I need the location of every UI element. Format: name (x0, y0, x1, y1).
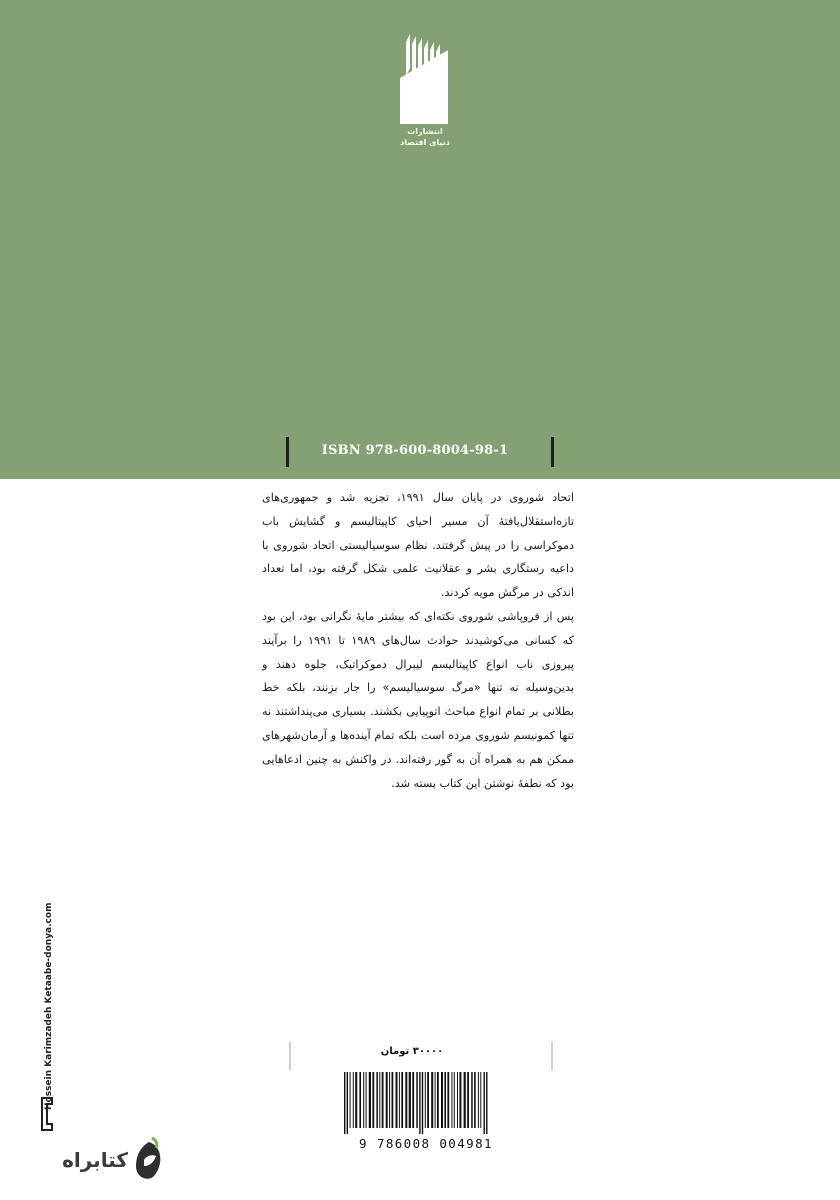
barcode-bar (451, 1072, 452, 1128)
watermark-text: کتابراه (62, 1148, 128, 1172)
barcode-bar (386, 1072, 388, 1128)
isbn: ISBN 978-600-8004-98-1 (321, 443, 509, 458)
barcode-bar (369, 1072, 371, 1128)
barcode-bar (486, 1072, 487, 1134)
barcode-bar (392, 1072, 394, 1128)
barcode-bar (416, 1072, 418, 1128)
ketabrah-leaf-icon (132, 1136, 166, 1182)
barcode-bar (464, 1072, 466, 1128)
barcode-bar (457, 1072, 458, 1128)
blurb-paragraph-1: اتحاد شوروی در پایان سال ۱۹۹۱، تجزیه شد و جمهوری‌های تازه‌استقلال‌یافتهٔ آن مسیر احیای کاپیتالیسم و گشایش باب دموکراسی را در پیش گرفتند. نظام سوسیالیستی اتحاد شوروی با داعیه رستگاری بشر و عقلانیت علمی شکل گرفته بود، اما تعداد اندکی در مرگش مویه کردند. (262, 491, 574, 600)
barcode-bar (459, 1072, 461, 1128)
barcode-bar (405, 1072, 407, 1128)
barcode-bar (447, 1072, 449, 1128)
barcode-bar (467, 1072, 469, 1128)
barcode-bar (431, 1072, 433, 1128)
publisher-name (380, 126, 470, 148)
barcode-digits: 9 786008 004981 (359, 1136, 493, 1151)
barcode-bar (366, 1072, 367, 1128)
back-cover-blurb (262, 486, 574, 795)
price: ۳۰۰۰۰ تومان (380, 1046, 444, 1057)
barcode-bar (444, 1072, 446, 1128)
publisher-name-line2: دنیای اقتصاد (400, 138, 450, 147)
barcode-bar (478, 1072, 479, 1128)
barcode-bar (419, 1072, 420, 1134)
barcode-bar (353, 1072, 354, 1128)
publisher-name-line1: انتشارات (407, 127, 443, 136)
barcode-bar (389, 1072, 390, 1128)
barcode (340, 1072, 518, 1134)
barcode-bar (441, 1072, 443, 1128)
barcode-bar (350, 1072, 351, 1128)
cover-top-panel (0, 0, 840, 479)
barcode-bar (372, 1072, 374, 1128)
publisher-spine-icon (36, 1094, 58, 1134)
barcode-bar (399, 1072, 400, 1128)
price-divider-left (289, 1042, 291, 1070)
barcode-bar (480, 1072, 481, 1128)
barcode-bar (454, 1072, 455, 1128)
ketabrah-watermark (44, 1136, 134, 1186)
barcode-bar (484, 1072, 485, 1134)
barcode-bar (359, 1072, 361, 1128)
barcode-bar (344, 1072, 345, 1134)
barcode-bar (474, 1072, 476, 1128)
barcode-bar (355, 1072, 357, 1128)
barcode-bar (382, 1072, 384, 1128)
barcode-bar (471, 1072, 473, 1128)
isbn-divider-right (551, 437, 554, 467)
barcode-bar (412, 1072, 414, 1128)
barcode-bar (396, 1072, 398, 1128)
barcode-bar (363, 1072, 364, 1128)
barcode-bar (435, 1072, 436, 1128)
barcode-bar (376, 1072, 378, 1128)
isbn-divider-left (286, 437, 289, 467)
barcode-bar (401, 1072, 403, 1128)
price-divider-right (551, 1042, 553, 1070)
barcode-bar (409, 1072, 411, 1128)
spine-author-text: Hossein Karimzadeh Ketaabe-donya.com (44, 902, 54, 1110)
blurb-paragraph-2: پس از فروپاشی شوروی نکته‌ای که بیشتر مایهٔ نگرانی بود، این بود که کسانی می‌کوشیدند حوادث سال‌های ۱۹۸۹ تا ۱۹۹۱ را برآیند پیروزی ناب انواع کاپیتالیسم لیبرال دموکراتیک، جلوه دهند و بدین‌وسیله نه تنها «مرگ سوسیالیسم» را جار بزنند، بلکه خط بطلانی بر تمام انواع مباحث اتوپیایی بکشند. بسیاری می‌پنداشتند نه تنها کمونیسم شوروی مرده است بلکه تمام آینده‌ها و آرمان‌شهرهای ممکن هم به همراه آن به گور رفته‌اند. در واکنش به چنین ادعاهایی بود که نطفهٔ نوشتن این کتاب بسته شد. (262, 609, 574, 790)
barcode-bar (425, 1072, 426, 1128)
barcode-bar (347, 1072, 348, 1134)
barcode-bar (422, 1072, 423, 1134)
barcode-bar (427, 1072, 429, 1128)
barcode-bar (437, 1072, 439, 1128)
barcode-bar (379, 1072, 380, 1128)
